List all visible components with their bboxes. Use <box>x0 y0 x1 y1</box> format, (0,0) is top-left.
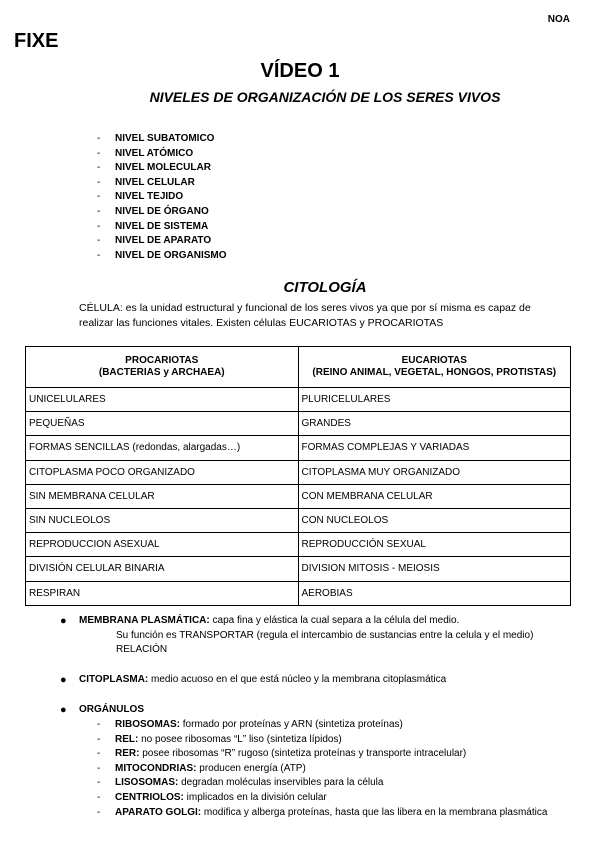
citologia-text: CÉLULA: es la unidad estructural y funcional de los seres vivos ya que por sí misma es capaz de realizar las funciones vitales. Existen células EUCARIOTAS y PROCARIOTAS <box>79 302 531 329</box>
organulos-list <box>97 718 557 820</box>
table-cell: REPRODUCCIÓN SEXUAL <box>298 533 571 557</box>
membrana-label: MEMBRANA PLASMÁTICA: <box>79 615 210 626</box>
level-label: NIVEL DE ORGANISMO <box>115 249 227 261</box>
list-item: - NIVEL SUBATOMICO <box>97 133 215 144</box>
table-row <box>26 412 571 436</box>
table-cell: GRANDES <box>298 412 571 436</box>
table-cell: UNICELULARES <box>26 388 299 412</box>
list-item: - NIVEL TEJIDO <box>97 191 184 203</box>
header-noa: NOA <box>547 14 570 25</box>
level-label: NIVEL ATÓMICO <box>115 147 194 159</box>
table-row <box>26 436 571 460</box>
organulo-text: degradan moléculas inservibles para la célula <box>178 777 384 789</box>
bullet-icon: ● <box>60 674 67 686</box>
list-item: - NIVEL DE SISTEMA <box>97 220 209 232</box>
table-cell: CITOPLASMA POCO ORGANIZADO <box>26 460 299 484</box>
list-item: - NIVEL DE ÓRGANO <box>97 205 209 217</box>
list-item: - NIVEL DE APARATO <box>97 235 212 247</box>
organulo-text: formado por proteínas y ARN (sintetiza proteínas) <box>180 719 403 730</box>
organulo-label: MITOCONDRIAS: <box>115 762 197 774</box>
level-label: NIVEL TEJIDO <box>115 191 184 203</box>
table-row <box>26 484 571 508</box>
organulo-text: producen energía (ATP) <box>196 762 306 774</box>
table-header-row <box>26 347 571 388</box>
organulo-text: modifica y alberga proteínas, hasta que las libera en la membrana plasmática <box>201 806 548 818</box>
list-item: - RIBOSOMAS: formado por proteínas y ARN (sintetiza proteínas) <box>97 719 403 730</box>
table-row <box>26 533 571 557</box>
header-eucariotas: EUCARIOTAS (REINO ANIMAL, VEGETAL, HONGOS, PROTISTAS) <box>298 347 571 388</box>
table-cell: FORMAS COMPLEJAS Y VARIADAS <box>298 436 571 460</box>
header-fixe: FIXE <box>14 30 59 52</box>
level-label: NIVEL DE ÓRGANO <box>115 205 209 217</box>
list-item: - REL: no posee ribosomas “L” liso (sintetiza lípidos) <box>97 733 342 745</box>
organulo-label: RER: <box>115 748 140 760</box>
membrana-text: capa fina y elástica la cual separa a la célula del medio. <box>209 615 460 626</box>
level-label: NIVEL DE SISTEMA <box>115 220 209 232</box>
table-row <box>26 557 571 581</box>
membrana-item <box>60 614 560 658</box>
list-item: - NIVEL MOLECULAR <box>97 162 211 174</box>
organulo-text: no posee ribosomas “L” liso (sintetiza lípidos) <box>138 733 342 745</box>
table-cell: SIN NUCLEOLOS <box>26 508 299 532</box>
page-title: VÍDEO 1 <box>260 60 340 82</box>
organulos-label: ORGÁNULOS <box>79 704 144 715</box>
list-item: - NIVEL ATÓMICO <box>97 147 194 159</box>
citoplasma-item <box>60 673 560 688</box>
levels-list <box>97 132 227 263</box>
table-cell: AEROBIAS <box>298 581 571 605</box>
list-item: - RER: posee ribosomas “R” rugoso (sintetiza proteínas y transporte intracelular) <box>97 748 467 760</box>
bullet-icon: ● <box>60 704 67 716</box>
table-cell: REPRODUCCION ASEXUAL <box>26 533 299 557</box>
table-cell: DIVISION MITOSIS - MEIOSIS <box>298 557 571 581</box>
organulo-text: posee ribosomas “R” rugoso (sintetiza proteínas y transporte intracelular) <box>139 748 467 760</box>
table-cell: PLURICELULARES <box>298 388 571 412</box>
list-item: - MITOCONDRIAS: producen energía (ATP) <box>97 762 306 774</box>
level-label: NIVEL SUBATOMICO <box>115 133 215 144</box>
organulo-label: RIBOSOMAS: <box>115 719 180 730</box>
cell-comparison-table <box>25 346 571 606</box>
list-item: - LISOSOMAS: degradan moléculas inservibles para la célula <box>97 777 384 789</box>
header-procariotas: PROCARIOTAS (BACTERIAS y ARCHAEA) <box>26 347 299 388</box>
list-item: - NIVEL CELULAR <box>97 176 195 188</box>
table-row <box>26 581 571 605</box>
bullet-icon: ● <box>60 615 67 627</box>
level-label: NIVEL CELULAR <box>115 176 195 188</box>
table-cell: CON NUCLEOLOS <box>298 508 571 532</box>
list-item: - CENTRIOLOS: implicados en la división celular <box>97 791 327 803</box>
organulo-text: implicados en la división celular <box>183 791 327 803</box>
table-row <box>26 388 571 412</box>
table-cell: SIN MEMBRANA CELULAR <box>26 484 299 508</box>
page-subtitle: NIVELES DE ORGANIZACIÓN DE LOS SERES VIVOS <box>149 89 501 105</box>
organulo-label: APARATO GOLGI: <box>115 806 202 818</box>
section-title-citologia: CITOLOGÍA <box>283 279 367 296</box>
citoplasma-label: CITOPLASMA: <box>79 674 149 685</box>
table-row <box>26 460 571 484</box>
list-item: - NIVEL DE ORGANISMO <box>97 249 227 261</box>
membrana-text2: Su función es TRANSPORTAR (regula el intercambio de sustancias entre la celula y el medio) RELACIÓN <box>116 629 534 655</box>
table-cell: PEQUEÑAS <box>26 412 299 436</box>
citoplasma-text: medio acuoso en el que está núcleo y la membrana citoplasmática <box>148 674 447 685</box>
table-row <box>26 508 571 532</box>
organulo-label: CENTRIOLOS: <box>115 791 184 803</box>
table-cell: CITOPLASMA MUY ORGANIZADO <box>298 460 571 484</box>
organulo-label: REL: <box>115 733 139 745</box>
table-cell: CON MEMBRANA CELULAR <box>298 484 571 508</box>
level-label: NIVEL MOLECULAR <box>115 162 211 174</box>
level-label: NIVEL DE APARATO <box>115 235 212 247</box>
table-cell: FORMAS SENCILLAS (redondas, alargadas…) <box>26 436 299 460</box>
organulos-item <box>60 703 560 718</box>
organulo-label: LISOSOMAS: <box>115 777 179 789</box>
list-item: - APARATO GOLGI: modifica y alberga proteínas, hasta que las libera en la membrana plasmática <box>97 806 548 818</box>
table-cell: RESPIRAN <box>26 581 299 605</box>
table-cell: DIVISIÓN CELULAR BINARIA <box>26 557 299 581</box>
